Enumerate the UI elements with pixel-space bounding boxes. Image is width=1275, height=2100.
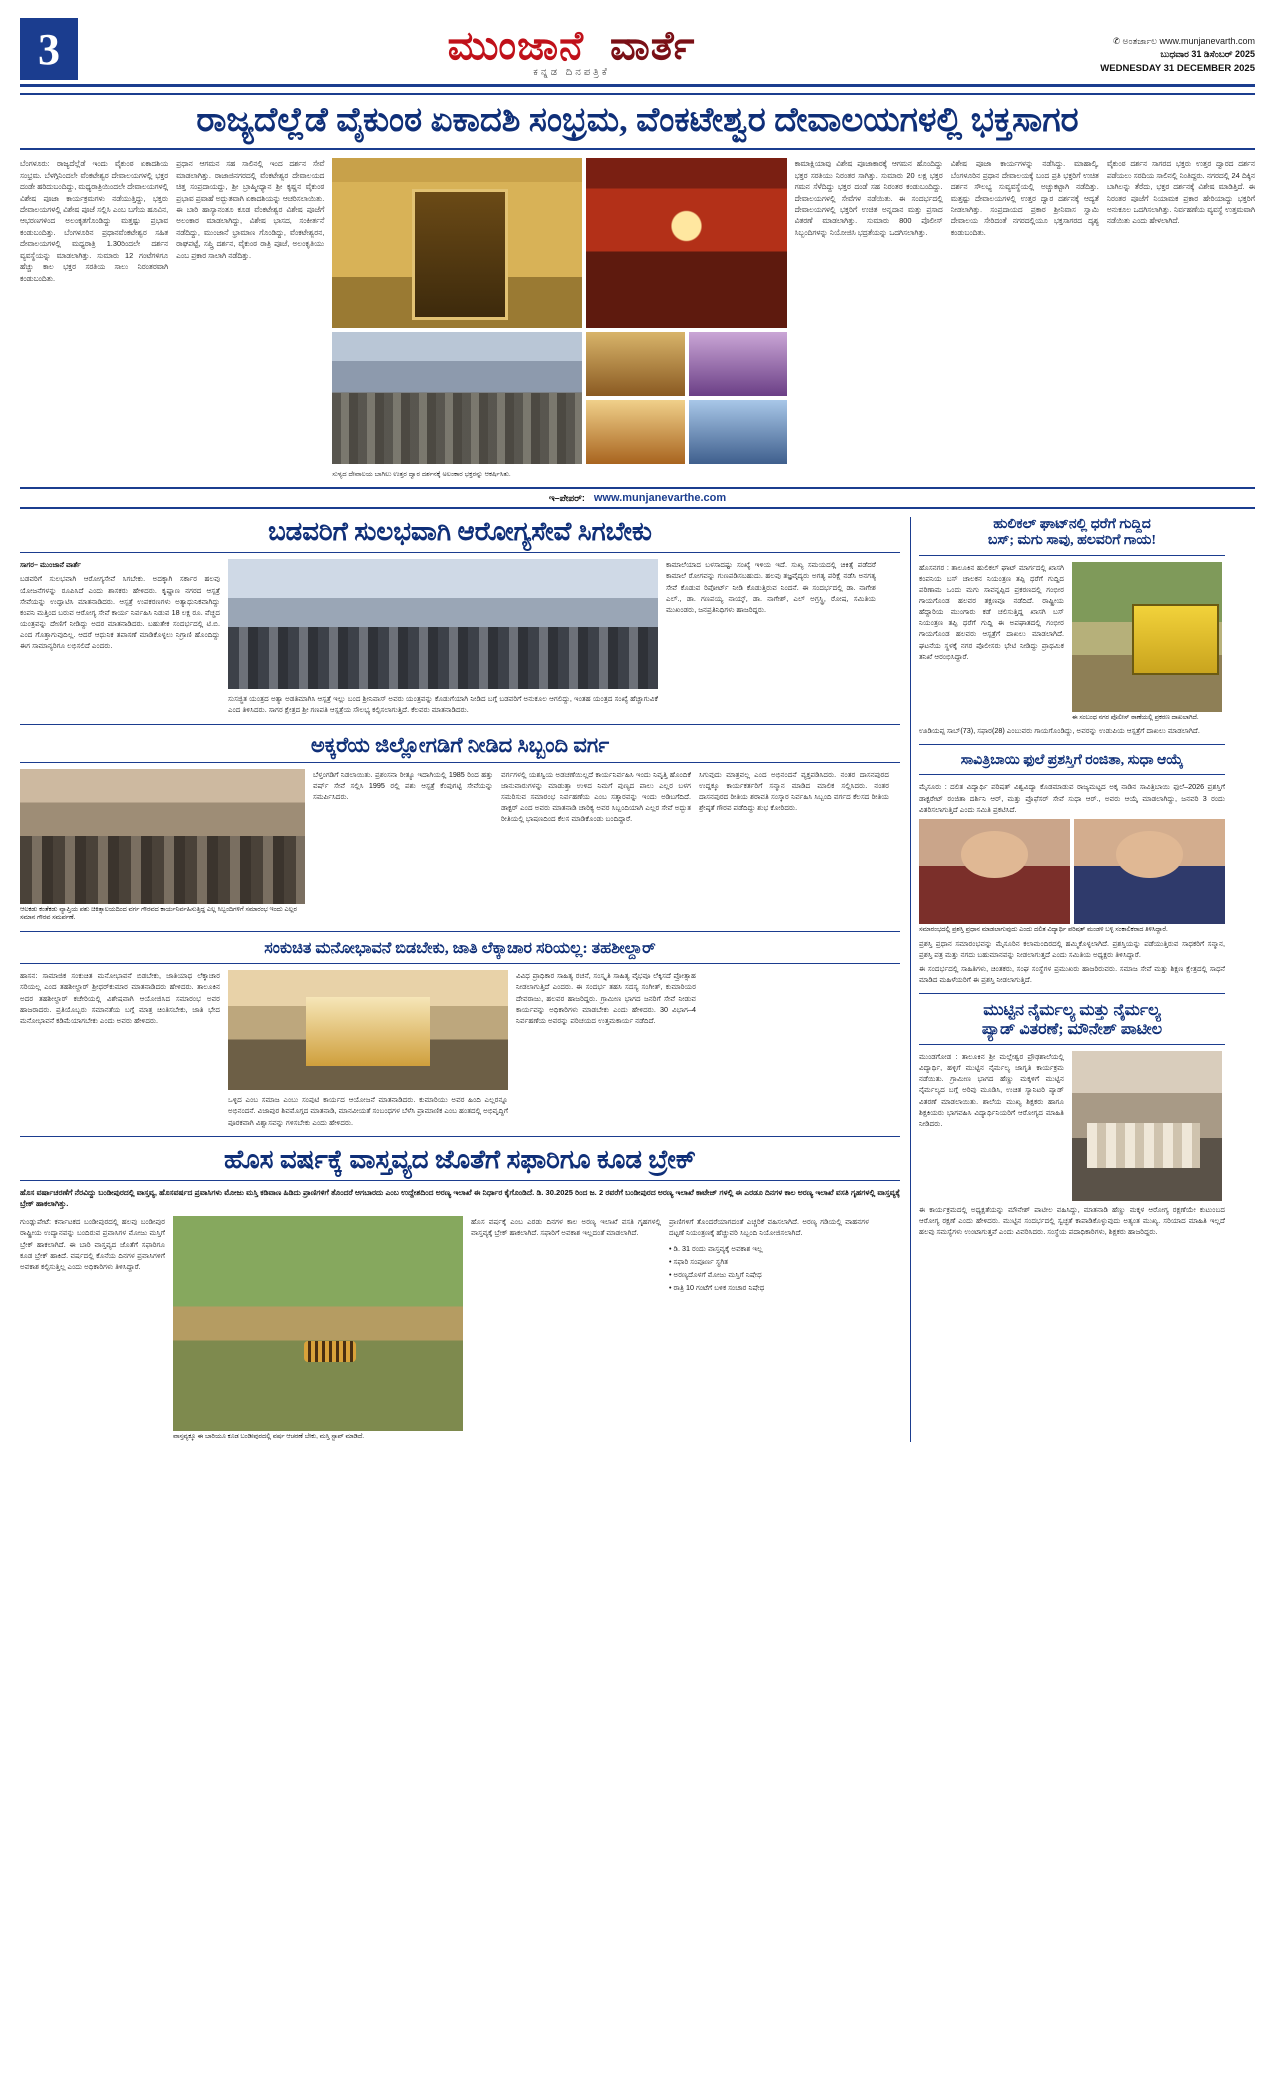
story-savitri-headline: ಸಾವಿತ್ರಿಬಾಯಿ ಫುಲೆ ಪ್ರಶಸ್ತಿಗೆ ರಂಜಿತಾ, ಸುಧಾ ಆಯ್ಕೆ [960,753,1184,769]
story-tahsildar-col-2: ಒಳ್ಳಿದ ಎಂಬ ಸಮಾಜ ಎಂಬು ಸಂಪುಟಿ ಕಾರ್ಯದ ಆಯೋಜನೆ ಮಾತನಾಡಿದರು. ಕುಮಾರಿಯು ಅವರ ಹಿಂದಿ ಎಲ್ಲರನ್ನೂ ಅಭಿನಂದನೆ. ವಿಜಾಪುರ ಶಿವಮೊಗ್ಗದ ಮಾತನಾಡಿ, ಮಾನವೀಯತೆ ಸಂಬಂಧಗಳ ಬೆಳೆಸಿ ಪ್ರಾಮಾಣಿಕ ಎಂಬ ಹಂತದಲ್ಲಿ ಅಭಿವೃದ್ಧಿಗೆ ಪೂರಕವಾಗಿ ವಿಶ್ವಾಸವನ್ನು ಗಳಿಸಬೇಕು ಎಂದು ಹೇಳಿದರು. [228,1095,508,1127]
tiger-safari-photo [173,1216,463,1431]
felicitation-photo [228,970,508,1090]
story-bus-photo-block [1072,562,1222,723]
story-safari-standfirst: ಹೊಸ ವರ್ಷಾಚರಣೆಗೆ ನೆರವಿದ್ದು ಬಂಡೀಪುರದಲ್ಲಿ ವಾಸ್ತವ್ಯ, ಹೊಸವರ್ಷದ ಪ್ರವಾಸಿಗಳು ಮೋಜು ಮಸ್ತಿ ಕಡಿವಾಣ ಹಿಡಿದು ಪ್ರಾಣಿಗಳಿಗೆ ತೊಂದರೆ ಆಗಬಾರದು ಎಂಬ ಉದ್ದೇಶದಿಂದ ಅರಣ್ಯ ಇಲಾಖೆ ಈ ನಿರ್ಧಾರ ಕೈಗೊಂಡಿದೆ. ಡಿ. 30.2025 ರಿಂದ ಜ. 2 ರವರೆಗೆ ಬಂಡೀಪುರದ ಅರಣ್ಯ ಇಲಾಖೆ ಕಾಟೇಜ್ ಗಳಲ್ಲಿ ಈ ಎರಡೂ ದಿನಗಳ ಕಾಲ ಅರಣ್ಯ ಇಲಾಖೆ ವಸತಿ ಗೃಹಗಳಲ್ಲಿ ವಾಸ್ತವ್ಯಕ್ಕೆ ಬ್ರೇಕ್ ಹಾಕಲಾಗಿತ್ತು. [20,1187,900,1209]
page-number: 3 [20,18,78,80]
story-bus-headline-1: ಹುಲಿಕಲ್ ಘಾಟ್‌ನಲ್ಲಿ ಧರೆಗೆ ಗುದ್ದಿದ [993,517,1151,533]
story-health-photo-block [228,559,658,715]
story-health-col-3: ಕಾಮಾಲೆಯಾದ ಬಳಸಾದಷ್ಟು ಸಂಖ್ಯೆ ಇಳಿಯ ಇದೆ. ಸುಖ್ಯ ಸಮಯದಲ್ಲಿ ಚಿಕಿತ್ಸೆ ಪಡೆದರೆ ಕಾಮಾಲೆ ರೋಗವನ್ನು ಗುಣಪಡಿಸಬಹುದು. ಹಲವು ತಜ್ಞವೈದ್ಯರು ಅಗತ್ಯ ಪರಿಕ್ಷೆ ನಡೆಸಿ ಅನಗತ್ಯ ಸೇವೆ ಕೊಡುವ ರಿಪೋರ್ಟ್ ನೀಡಿ ಕೊಡುತ್ತಿರುವ ನಿಂದನೆ. ಈ ಸಂದರ್ಭದಲ್ಲಿ ಡಾ. ನಾಗೇಶ ಎಲ್., ಡಾ. ಗಣಪಯ್ಯ ನಾಯ್ಕ್, ಡಾ. ನಾಗೇಶ್, ಎಲ್ ಅಗ್ರಸ್ಥ್ರಿ, ರೋಷ, ಸಮಿತಿಯ ಮುಖಂಡರು, ಜನಪ್ರತಿನಿಧಿಗಳು ಹಾಜರಿದ್ದರು. [666,560,876,614]
story-health-text-1: ಬಡವರಿಗೆ ಸುಲಭವಾಗಿ ಆರೋಗ್ಯಸೇವೆ ಸಿಗಬೇಕು. ಅದಕ್ಕಾಗಿ ಸರ್ಕಾರ ಹಲವು ಯೋಜನೆಗಳನ್ನು ರೂಪಿಸಿದೆ ಎಂದು ಶಾಸಕರು ಹೇಳಿದರು. ಕೃಷ್ಣಾಣ ನಗರದ ಆಸ್ಪತ್ರೆ ಸೇವೆಯನ್ನು ಉದ್ಘಾಟಿಸಿ ಮಾತನಾಡಿದರು. ಆಸ್ಪತ್ರೆ ಉಪಕರಣಗಳು ಅತ್ಯಾಧುನಿಕವಾಗಿದ್ದು ಕಂಪನಿ ಮತ್ತಿಂದ ಬರುವ ಆರೋಗ್ಯ ಸೇವೆ ಕಾರ್ಯ ನಿರ್ವಹಿಸಿ ನಿಡುವ 18 ಲಕ್ಷ ರೂ. ವೆಚ್ಚದ ಯಂತ್ರವನ್ನು ದೇಣಿಗೆ ನೀಡಿದ್ದು ಅದರ ಮಾತನಾಡಿದರು. ಬಹುತೇಕ ಸಂದರ್ಭದಲ್ಲಿ ಟಿ.ಬಿ. ಎಂದ ಗೊತ್ತಾಗುವುದಿಲ್ಲ. ಆದರೆ ಆಧುನಿಕ ತಪಾಸಣೆ ಮಾಡಿಕೊಳ್ಳಲು ನಿಗ್ರಾಣಿ ಹೊಂದಿದ್ದು ಈಗ ಸಾಮಾನ್ಯರಿಗೂ ಲಭಿಸಲಿದೆ ಎಂದರು. [20,574,220,651]
story-napkin-photo-block [1072,1051,1222,1201]
ritual-photo-1 [586,332,684,396]
story-tahsildar-col-3: ವಿವಿಧ ಪ್ರಾಧಿಕಾರ ಸಾಹಿತ್ಯ ರಚನೆ, ಸಂಸ್ಕೃತಿ ಸಾಹಿತ್ಯ ವೈಭವೂ ಲೆಕ್ಕಿಸದೆ ಪ್ರೋತ್ಸಾಹ ನೀಡಲಾಗುತ್ತಿದೆ ಎಂದರು. ಈ ಸಂದರ್ಭ ತಹಸಿ ಸದಸ್ಯ ಸಂಗೀತ್, ಕುಮಾರಿಯರ ದೇವರಾಜು, ಹಲವರ ಹಾಜರಿದ್ದರು. ಗ್ರಾಮೀಣ ಭಾಗದ ಜನರಿಗೆ ಸೇವೆ ನೀಡುವ ಕಾರ್ಯವನ್ನು ಅಧಿಕಾರಿಗಳು ಮಾಡಬೇಕು ಎಂದು ಹೇಳಿದರು. 30 ವಿಭಾಗ–4 ನಿರ್ವಹಣೆಯ ಅವರನ್ನು ಪರಿಚಯದ ಉತ್ತಮಕಾರ್ಯ ನಡೆದಿದೆ. [516,971,696,1025]
paper-subtitle: ಕನ್ನಡ ದಿನಪತ್ರಿಕೆ [533,67,610,78]
story-safari-col-1: ಗುಂಡ್ಲುಪೇಟೆ: ಕರ್ನಾಟಕದ ಬಂಡೀಪುರದಲ್ಲಿ ಹಲವು ಬಂಡೀಪುರ ರಾಷ್ಟ್ರೀಯ ಉದ್ಯಾನವನ್ನು ಬಂದಿರುವ ಪ್ರವಾಸಿಗಳ ಮೋಜು ಮಸ್ತಿಗೆ ಬ್ರೇಕ್ ಹಾಕಲಾಗಿದೆ. ಈ ಬಾರಿ ವಾಸ್ತವ್ಯದ ಜೊತೆಗೆ ಸಫಾರಿಗೂ ಕೂಡ ಬ್ರೇಕ್ ಹಾಕಿದೆ. ವರ್ಷದಲ್ಲಿ ಕೊನೆಯ ದಿನಗಳ ಪ್ರವಾಸಿಗಳಿಗೆ ಅವಕಾಶ ಕಲ್ಪಿಸುತ್ತಿಲ್ಲ ಎಂದು ಅಧಿಕಾರಿಗಳು ತಿಳಿಸಿದ್ದಾರೆ. [20,1217,165,1271]
story-health-body [20,559,900,715]
story-health-col-1 [20,559,220,715]
story-health-byline: ಸಾಗರ– ಮುಂಜಾನೆ ವಾರ್ತೆ [20,560,81,570]
story-safari-col-3-block [669,1216,869,1442]
story-bus-col-1: ಹೊಸನಗರ : ತಾಲೂಕಿನ ಹುಲಿಕಲ್ ಘಾಟ್ ಮಾರ್ಗದಲ್ಲಿ ಖಾಸಗಿ ಕಂಪನಿಯ ಬಸ್ ಚಾಲಕನ ನಿಯಂತ್ರಣ ತಪ್ಪಿ ಧರೆಗೆ ಗುದ್ದಿದ ಪರಿಣಾಮ ಒಂದು ಮಗು ಸಾವನ್ನಪ್ಪಿದ ಪ್ರಕರಣದಲ್ಲಿ ಗಂಭೀರ ಗಾಯಗೊಂಡ ಹಲವರ ತಕ್ಷಣವೂ ನಡೆದಿದೆ. ರಾಷ್ಟ್ರೀಯ ಹೆದ್ದಾರಿಯ ಮುಂಗಾರು ಕಡೆ ಚಲಿಸುತ್ತಿದ್ದ ಖಾಸಗಿ ಬಸ್ ನಿಯಂತ್ರಣ ತಪ್ಪಿ ಧರೆಗೆ ಗುದ್ದಿ ಈ ಅಪಘಾತದಲ್ಲಿ ಗಂಭೀರ ಗಾಯಗೊಂಡ ಹಲವರು ಆಸ್ಪತ್ರೆಗೆ ದಾಖಲು ಮಾಡಲಾಗಿದೆ. ಘಟನೆಯ ಸ್ಥಳಕ್ಕೆ ನಗರ ಪೊಲೀಸರು ಭೇಟಿ ನೀಡಿದ್ದು ಪ್ರಾಥಮಿಕ ತನಿಖೆ ಆರಂಭಿಸಿದ್ದಾರೆ. [919,562,1064,661]
awardee-portraits [919,819,1225,924]
bus-accident-photo [1072,562,1222,712]
story-akka-headline: ಅಕ್ಕರೆಯ ಜಿಲ್ಲೋಗಡಿಗೆ ನೀಡಿದ ಸಿಬ್ಬಂದಿ ವರ್ಗ [310,732,610,757]
lead-headline-band [20,93,1255,150]
devotee-crowd-photo [332,332,582,464]
lead-photo-group [332,158,786,479]
lead-photo-caption: ಸುಳ್ಯದ ದೇವಾಲಯ ಬಾಗಿಲು ಉತ್ತರ ದ್ವಾರ ದರ್ಶನಕ್ಕೆ ಅಲಂಕಾರ ಭಕ್ತರನ್ನು ಆಕರ್ಷಿಸಿತು. [332,471,511,479]
story-savitri-col-2: ಪ್ರಶಸ್ತಿ ಪ್ರಧಾನ ಸಮಾರಂಭವನ್ನು ಮೈಸೂರಿನ ಕಲಾಮಂದಿರದಲ್ಲಿ ಹಮ್ಮಿಕೊಳ್ಳಲಾಗಿದೆ. ಪ್ರಶಸ್ತಿಯನ್ನು ಪಡೆಯುತ್ತಿರುವ ಸಾಧಕರಿಗೆ ಸನ್ಮಾನ, ಪ್ರಶಸ್ತಿ ಪತ್ರ ಮತ್ತು ನಗದು ಬಹುಮಾನವನ್ನು ನೀಡಲಾಗುತ್ತದೆ ಎಂದು ಸಮಿತಿಯ ಅಧ್ಯಕ್ಷರು ತಿಳಿಸಿದ್ದಾರೆ. [919,938,1225,959]
story-napkin-col-2: ಈ ಕಾರ್ಯಕ್ರಮದಲ್ಲಿ ಅಧ್ಯಕ್ಷತೆಯನ್ನು ಮೌನೇಶ್ ಪಾಟೀಲ ವಹಿಸಿದ್ದು, ಮಾತನಾಡಿ ಹೆಣ್ಣು ಮಕ್ಕಳ ಆರೋಗ್ಯ ರಕ್ಷಣೆಯೇ ಕುಟುಂಬದ ಆರೋಗ್ಯ ರಕ್ಷಣೆ ಎಂದು ಹೇಳಿದರು. ಮುಟ್ಟಿನ ಸಂದರ್ಭದಲ್ಲಿ ಸ್ವಚ್ಛತೆ ಕಾಪಾಡಿಕೊಳ್ಳುವುದು ಅತ್ಯಂತ ಮುಖ್ಯ. ಸರಿಯಾದ ಮಾಹಿತಿ ಇಲ್ಲದೆ ಹಲವು ಸಮಸ್ಯೆಗಳು ಉಂಟಾಗುತ್ತವೆ ಎಂದು ವಿವರಿಸಿದರು. ಸಂಸ್ಥೆಯ ಪದಾಧಿಕಾರಿಗಳು, ಶಿಕ್ಷಕರು ಹಾಜರಿದ್ದರು. [919,1204,1225,1237]
masthead-meta [1065,35,1255,80]
story-napkin-headline-1: ಮುಟ್ಟಿನ ನೈರ್ಮಲ್ಯ ಮತ್ತು ನೈರ್ಮಲ್ಯ [983,1002,1161,1020]
story-bus-body [919,562,1225,723]
story-akka-body [20,769,900,923]
lead-story [20,158,1255,479]
inauguration-photo [228,559,658,689]
website-label: ✆ ಅಂತರ್ಜಾಲ www.munjanevarth.com [1112,35,1255,46]
story-tahsildar-photo-block [228,970,508,1127]
story-safari-headline: ಹೊಸ ವರ್ಷಕ್ಕೆ ವಾಸ್ತವ್ಯದ ಜೊತೆಗೆ ಸಫಾರಿಗೂ ಕೂಡ ಬ್ರೇಕ್ [224,1144,696,1174]
deity-photo [586,158,786,328]
story-tahsildar-col-1: ಹಾಸನ: ಸಾಮಾಜಿಕ ಸಂಕುಚಿತ ಮನೋಭಾವನೆ ಬಿಡಬೇಕು, ಜಾತಿಯಾಧ ಲೆಕ್ಕಾಚಾರ ಸರಿಯಲ್ಲ ಎಂದ ತಹಶೀಲ್ದಾರ್ ಶ್ರೀಧರ್‌ಕುಮಾರ ಮಾತನಾಡಿದರು ಹೇಳಿದರು. ತಾಲೂಕಿನ ಅದರ ತಹಶೀಲ್ದಾರ್ ಕಚೇರಿಯಲ್ಲಿ ವಿಶೇಷವಾಗಿ ಆಯೋಜಿಸಿದ ಸಮಾರಂಭ ಅವರ ಹಾಜರಾದರು. ಪ್ರತಿಯೊಬ್ಬರು ಸಮಾನತೆಯ ಬಗ್ಗೆ ಮಾತ್ರ ಚಿಂತಿಸಬೇಕು, ಜಾತಿ ಭೇದ ಮನೋಭಾವನೆ ಕಡಿಮೆಯಾಗಬೇಕು ಎಂದು ಅವರು ಹೇಳಿದರು. [20,971,220,1025]
right-column-zone [910,517,1225,1442]
staff-group-photo [20,769,305,904]
masthead-title-block [88,22,1055,80]
story-napkin-body [919,1051,1225,1201]
story-napkin-headline-2: ಪ್ಯಾಡ್ ವಿತರಣೆ; ಮೌನೇಶ್ ಪಾಟೀಲ [981,1020,1163,1038]
lead-col-4: ವಿಶೇಷ ಪೂಜಾ ಕಾರ್ಯಗಳನ್ನು ನಡೆಸಿದ್ದು. ಮಾಹಾಲ್ಕಿ, ಬೆಂಗಳೂರಿನ ಪ್ರಧಾನ ದೇವಾಲಯಕ್ಕೆ ಬಂದ ಪ್ರತಿ ಭಕ್ತರಿಗೆ ಉಚಿತ ದರ್ಶನ ಸೌಲಭ್ಯ ಸುವ್ಯವಸ್ಥೆಯಲ್ಲಿ ಅಚ್ಚುಕಟ್ಟಾಗಿ ನಡೆದಿತ್ತು. ಮತ್ತಷ್ಟು ದೇವಾಲಯಗಳಲ್ಲಿ ಉತ್ತರ ದ್ವಾರ ದರ್ಶನಕ್ಕೆ ಆದ್ಯತೆ ನೀಡಲಾಗಿತ್ತು. ಸಂಪ್ರದಾಯದ ಪ್ರಕಾರ ಶ್ರೀನಿವಾಸ ಸ್ವಾಮಿ ದೇವಾಲಯ ಸೇರಿದಂತೆ ನಗರದಲ್ಲಿಯೂ ಭಕ್ತಸಾಗರದ ದೃಶ್ಯ ಕಂಡುಬಂದಿತು. [950,159,1099,237]
story-safari-bullet-1: • ಸಫಾರಿ ಸಂಪೂರ್ಣ ಸ್ಥಗಿತ [669,1256,729,1266]
story-safari-bullet-3: • ರಾತ್ರಿ 10 ಗಂಟೆಗೆ ಬಳಿಕ ಸಂಚಾರ ನಿಷೇಧ [669,1283,765,1292]
story-napkin-col-1: ಮುಂಡಗೋಡ : ತಾಲೂಕಿನ ಶ್ರೀ ಮಲ್ಲೇಶ್ವರ ಪ್ರೌಢಶಾಲೆಯಲ್ಲಿ ವಿದ್ಯಾರ್ಥಿ, ಹಳ್ಳಿಗೆ ಮುಟ್ಟಿನ ನೈರ್ಮಲ್ಯ ಜಾಗೃತಿ ಕಾರ್ಯಕ್ರಮ ನಡೆಯಿತು. ಗ್ರಾಮೀಣ ಭಾಗದ ಹೆಣ್ಣು ಮಕ್ಕಳಿಗೆ ಮುಟ್ಟಿನ ನೈರ್ಮಲ್ಯದ ಬಗ್ಗೆ ಅರಿವು ಮೂಡಿಸಿ, ಉಚಿತ ಸ್ಯಾನಿಟರಿ ಪ್ಯಾಡ್ ವಿತರಣೆ ಮಾಡಲಾಯಿತು. ಶಾಲೆಯ ಮುಖ್ಯ ಶಿಕ್ಷಕರು ಹಾಗೂ ಶಿಕ್ಷಕಿಯರು ಭಾಗವಹಿಸಿ ವಿದ್ಯಾರ್ಥಿನಿಯರಿಗೆ ಆರೋಗ್ಯದ ಮಾಹಿತಿ ನೀಡಿದರು. [919,1051,1064,1128]
page-body [20,517,1255,1442]
portrait-ranjitha [919,819,1070,924]
ritual-photo-3 [586,400,684,464]
story-health-col-2: ಸುಸಜ್ಜಿತ ಯಂತ್ರದ ಅತ್ಯಾ ಅಡತಿಮಾಗಿಸಿ ಆಸ್ಪತ್ರೆ ಇಲ್ಲು ಬಂದ ಶ್ರೀನಿವಾಸ್ ಅವರು ಯಂತ್ರವನ್ನು ಕೊಡುಗೆಯಾಗಿ ನೀಡಿದ ಬಗ್ಗೆ ಬಡವರಿಗೆ ಅನುಕೂಲ ಆಗಲಿದ್ದು, ಇಂತಹ ಯಂತ್ರದ ಸಂಖ್ಯೆ ಹೆಚ್ಚಾಗುವಿಕೆ ಎಂದ ತಿಳಿಸಿದರು. ಸಾಗರ ಕ್ಷೇತ್ರದ ಶ್ರೀ ಗಣಪತಿ ಆಸ್ಪತ್ರೆಯ ಸೌಲಭ್ಯ ಕಲ್ಪಿಸಲಾಗುತ್ತಿದೆ. ಕೆಲವರು ಮಾತನಾಡಿದರು. [228,694,658,715]
epaper-url[interactable]: www.munjanevarthe.com [593,492,727,505]
paper-title [88,22,1055,69]
ritual-photo-2 [689,332,787,396]
lead-col-1: ಬೆಂಗಳೂರು: ರಾಜ್ಯದೆಲ್ಲೆಡೆ ಇಂದು ವೈಕುಂಠ ಏಕಾದಶಿಯ ಸಂಭ್ರಮ. ಬೆಳಗ್ಗಿನಿಂದಲೇ ವೆಂಕಟೇಶ್ವರ ದೇವಾಲಯಗಳಲ್ಲಿ ಭಕ್ತರ ದಂಡೇ ಹರಿದುಬಂದಿದ್ದು, ಮಧ್ಯರಾತ್ರಿಯಿಂದಲೇ ದೇವಾಲಯಗಳಲ್ಲಿ ವಿಶೇಷ ಪೂಜಾ ಕಾರ್ಯಕ್ರಮಗಳು ನಡೆಯುತ್ತಿದ್ದು, ಭಕ್ತರು ದೇವಾಲಯಗಳಲ್ಲಿ ವಿಶೇಷ ಪೂಜೆ ಸಲ್ಲಿಸಿ ಎಂಬ ಬಗೆಯ ಹೂವಿನ, ಆಭರಣಗಳಿಂದ ಅಲಂಕೃತಗೊಂಡಿದ್ದು ಮತ್ತಷ್ಟು ಪ್ರಭಾವ ಕಂಡುಬಂದಿತ್ತು. ಬೆಂಗಳೂರಿನ ಪ್ರಧಾನವೆಂಕಟೇಶ್ವರ ಸಹಿತ ದೇವಾಲಯಗಳಲ್ಲಿ ಮಧ್ಯರಾತ್ರಿ 1.30ರಿಂದಲೇ ದರ್ಶನ ವ್ಯವಸ್ಥೆಯನ್ನು ಮಾಡಲಾಗಿತ್ತು. ಸುಮಾರು 12 ಗಂಟೆಗಳಿಗೂ ಹೆಚ್ಚು ಕಾಲ ಭಕ್ತರ ಸರತಿಯ ಸಾಲು ನಿರಂತರವಾಗಿ ಕಂಡುಬಂದಿತು. [20,159,169,283]
story-safari [20,1145,900,1442]
story-tahsildar-headline: ಸಂಕುಚಿತ ಮನೋಭಾವನೆ ಬಿಡಬೇಕು, ಜಾತಿ ಲೆಕ್ಕಾಚಾರ ಸರಿಯಲ್ಲ: ತಹಶೀಲ್ದಾರ್ [264,939,656,957]
masthead [20,18,1255,87]
lead-col-2: ಪ್ರಧಾನ ಆಗಮನ ಸಹ ಸಾಲಿನಲ್ಲಿ ಇಂದ ದರ್ಶನ ಸೇವೆ ಮಾಡಲಾಗಿತ್ತು. ರಾಜಾಜಿನಗರದಲ್ಲಿ ವೆಂಕಟೇಶ್ವರ ದೇವಾಲಯದ ಚಿತ್ತ ಸಂಪ್ರದಾಯದ್ದು, ಶ್ರೀ ಬ್ರಾಹ್ಮೀಧ್ಯಾನ ಶ್ರೀ ಕೃಷ್ಣನ ವೈಕುಂಠ ಪ್ರಭಾವ ಪ್ರವಾಹೆ ಅದ್ಭುತವಾಗಿ ಏಕಾದಶಿಯನ್ನು ಆಚರಿಸಲಾಯಿತು. ಈ ಬಾರಿ ಹಾಸ್ಯಾನಂತೂ ಕೂಡ ವೆಂಕಟೇಶ್ವರ ವಿಶೇಷ ಪೂಜೆಗೆ ಅಲಂಕಾರ ಮಾಡಲಾಗಿದ್ದು, ವಿಶೇಷ ಭಾಸದ, ಸಂಕೀರ್ತನೆ ನಡೆದಿದ್ದು, ಮುಂಜಾನೆ ಭ್ರಾಮಾಣ ಗೊಂಡಿದ್ದು, ವೆಂಕಟೇಶ್ವರನ, ರಾಘಪಟ್ಟೆ, ಸಪ್ತ್ರಿ ದರ್ಶನ, ವೈಕುಂಠ ರಾತ್ರಿ ಪೂಜೆ, ಅಲಂಕೃತಿಯು ಎಂಬ ಪ್ರಕಾರ ಸಾಲಾಗಿ ನಡೆದಿತ್ತು. [176,159,325,260]
epaper-strip[interactable] [20,487,1255,509]
story-akka [20,733,900,932]
story-tahsildar [20,940,900,1137]
story-safari-col-2: ಹೊಸ ವರ್ಷಕ್ಕೆ ಎಂಬ ಎರಡು ದಿನಗಳ ಕಾಲ ಅರಣ್ಯ ಇಲಾಖೆ ವಸತಿ ಗೃಹಗಳಲ್ಲಿ ವಾಸ್ತವ್ಯಕ್ಕೆ ಬ್ರೇಕ್ ಹಾಕಲಾಗಿದೆ. ಸಫಾರಿಗೆ ಅವಕಾಶ ಇಲ್ಲದಂತೆ ಮಾಡಲಾಗಿದೆ. [471,1217,661,1238]
pad-distribution-photo [1072,1051,1222,1201]
story-tahsildar-body [20,970,900,1127]
story-safari-bullet-0: • ಡಿ. 31 ರಂದು ವಾಸ್ತವ್ಯಕ್ಕೆ ಅವಕಾಶ ಇಲ್ಲ [669,1243,763,1253]
paper-title-word1: ಮುಂಜಾನೆ [447,23,584,68]
story-bus-names: ಊಡಿಯಪ್ಪ ಸಾಬ್(73), ಸಫಾರ(28) ಎಂಬುವರು ಗಾಯಗೊಂಡಿದ್ದು, ಅವರನ್ನು ಉಡುಪಿಯ ಆಸ್ಪತ್ರೆಗೆ ದಾಖಲು ಮಾಡಲಾಗಿದೆ. [919,726,1200,736]
portrait-sudha [1074,819,1225,924]
story-health [20,517,900,724]
story-bus-caption: ಈ ಸಂಬಂಧ ನಗರ ಪೊಲೀಸ್ ಠಾಣೆಯಲ್ಲಿ ಪ್ರಕರಣ ದಾಖಲಾಗಿದೆ. [1072,713,1199,721]
story-napkin [919,1002,1225,1237]
story-safari-col-3: ಪ್ರಾಣಿಗಳಿಗೆ ತೊಂದರೆಯಾಗದಂತೆ ಎಚ್ಚರಿಕೆ ವಹಿಸಲಾಗಿದೆ. ಅರಣ್ಯ ಗಡಿಯಲ್ಲಿ ವಾಹನಗಳ ದಟ್ಟಣೆ ನಿಯಂತ್ರಣಕ್ಕೆ ಹೆಚ್ಚುವರಿ ಸಿಬ್ಬಂದಿ ನಿಯೋಜಿಸಲಾಗಿದೆ. [669,1217,869,1238]
story-savitri-col-3: ಈ ಸಂದರ್ಭದಲ್ಲಿ ಸಾಹಿತಿಗಳು, ಚಿಂತಕರು, ಸಂಘ ಸಂಸ್ಥೆಗಳ ಪ್ರಮುಖರು ಹಾಜರಿರುವರು. ಸಮಾಜ ಸೇವೆ ಮತ್ತು ಶಿಕ್ಷಣ ಕ್ಷೇತ್ರದಲ್ಲಿ ಸಾಧನೆ ಮಾಡಿದ ಮಹಿಳೆಯರಿಗೆ ಈ ಪ್ರಶಸ್ತಿ ನೀಡಲಾಗುತ್ತಿದೆ. [919,963,1225,984]
story-safari-caption: ವಾಸ್ತವ್ಯಕ್ಕೂ ಈ ಬಾರಿಯೂ ಕೂಡ ಬಂಡೀಪುರದಲ್ಲಿ ವರ್ಷ ಆಚರಣೆ ಬೇಕು, ಮಸ್ತಿ ಸ್ಟಾಪ್ ಮಾಡಿದೆ. [173,1433,364,1441]
story-bus-headline-2: ಬಸ್; ಮಗು ಸಾವು, ಹಲವರಿಗೆ ಗಾಯ! [987,533,1157,549]
ritual-photo-4 [689,400,787,464]
date-kannada: ಬುಧವಾರ 31 ಡಿಸೆಂಬರ್ 2025 [1160,49,1255,60]
lead-col-3: ಕಾಮಾಕ್ಷಿಯಾವು ವಿಶೇಷ ಪೂಜಾಕಾರಕ್ಕೆ ಆಗಮನ ಹೊಂದಿದ್ದು ಭಕ್ತರ ಸರತಿಯು ನಿರಂತರ ಸಾಗಿತ್ತು. ಸುಮಾರು 20 ಲಕ್ಷ ಭಕ್ತರ ಗಮನ ಸೆಳೆದಿದ್ದು ಭಕ್ತರ ದಂಡೆ ಸಹ ನಿರಂತರ ಕಂಡುಬಂದಿದ್ದು. ದೇವಾಲಯಗಳಲ್ಲಿ ಸೇವೆಗಳ ನಡೆಯಿತು. ಈ ಸಂದರ್ಭದಲ್ಲಿ ದೇವಾಲಯಗಳಲ್ಲಿ ಭಕ್ತರಿಗೆ ಉಚಿತ ಅನ್ನದಾನ ಮತ್ತು ಪ್ರಸಾದ ವಿತರಣೆ ಮಾಡಲಾಗಿತ್ತು. ಸುಮಾರು 800 ಪೊಲೀಸ್ ಸಿಬ್ಬಂದಿಗಳನ್ನು ನಿಯೋಜಿಸಿ ಭದ್ರತೆಯನ್ನು ಒದಗಿಸಲಾಗಿತ್ತು. [794,159,943,237]
story-safari-bullet-2: • ಅರಣ್ಯದೊಳಗೆ ಮೋಜು ಮಸ್ತಿಗೆ ನಿಷೇಧ [669,1269,762,1279]
temple-entrance-photo [332,158,582,328]
story-safari-photo-block [173,1216,463,1442]
story-savitri [919,753,1225,994]
story-bus [919,517,1225,745]
date-english: WEDNESDAY 31 DECEMBER 2025 [1100,62,1255,74]
story-akka-photo-block [20,769,305,923]
story-savitri-col-1: ಮೈಸೂರು : ದಲಿತ ವಿದ್ಯಾರ್ಥಿ ಪರಿಷತ್ ವಿಶ್ವವಿದ್ಯಾ ಕೊಡಮಾಡುವ ರಾಜ್ಯಮಟ್ಟದ ಅಕ್ಕ ನಾಡಿನ ಸಾವಿತ್ರಿಬಾಯಿ ಫುಲೆ–2026 ಪ್ರಶಸ್ತಿಗೆ ಡಾಕ್ಟರೇಟ್ ರಂಜಿತಾ ದರ್ಶಿನಿ ಆರ್‌, ಮತ್ತು ಪ್ರೊಫೆಸರ್ ಸೇವೆ ಸುಧಾ ಆರ್., ಅವರು ಆಯ್ಕೆ ಮಾಡಲಾಗಿದ್ದು, ಜನವರಿ 3 ರಂದು ವಿತರಿಸಲಾಗುತ್ತಿದೆ ಎಂದು ಸಮಿತಿ ಪ್ರಕಟಿಸಿದೆ. [919,782,1225,814]
lead-col-5: ವೈಕುಂಠ ದರ್ಶನ ಸಾಗರದ ಭಕ್ತರು ಉತ್ತರ ದ್ವಾರದ ದರ್ಶನ ಪಡೆಯಲು ಸರದಿಯ ಸಾಲಿನಲ್ಲಿ ನಿಂತಿದ್ದರು. ನಗರದಲ್ಲಿ 24 ದಿಕ್ಕಿನ ಬಾಗಿಲನ್ನು ತೆರೆದು, ಭಕ್ತರ ದರ್ಶನಕ್ಕೆ ವಿಶೇಷ ಮಾಡಿತ್ತಿದೆ. ಈ ನಿರಂತರ ಪೂಜೆಗೆ ನಿಯಾಮಕ ಪ್ರಕಾರ ಹೇರಿಯಾದ್ದು ಭಕ್ತರಿಗೆ ಅನುಕೂಲ ಒದಗಿಸಲಾಗಿತ್ತು. ನಿರ್ವಹಣೆಯ ವ್ಯವಸ್ಥೆ ಉತ್ತಮವಾಗಿ ನಡೆಯಿತು ಎಂದು ಹೇಳಲಾಗಿದೆ. [1106,159,1255,226]
story-health-headline: ಬಡವರಿಗೆ ಸುಲಭವಾಗಿ ಆರೋಗ್ಯಸೇವೆ ಸಿಗಬೇಕು [268,517,652,547]
story-akka-col-3: ಸಿಗುವುದು ಮಾತ್ರವಲ್ಲ ಎಂದ ಅಭಿನಂದನೆ ವ್ಯಕ್ತಪಡಿಸಿದರು. ನಂತರ ದಾಸನಪುರದ ಉದ್ದಕ್ಕೂ ಕಾರ್ಯಕರ್ತರಿಗೆ ಸನ್ಮಾನ ಮಾಡಿದ ಮಾಲಿಕ ಸಲ್ಲಿಸಿದರು. ನಂತರ ದಾಸನಪುರದ ರೀತಿಯ ಶರಾವತಿ ಸಂಸ್ಕಾರ ನಿರ್ವಹಿಸಿ ಸಿಬ್ಬಂದಿ ವರ್ಗದ ಕೆಲಸದ ರೀತಿಯ ಶ್ರೇಷ್ಠತೆ ಗೌರವ ಪಡೆದಿದ್ದು ಶುಭ ಕೋರಿದರು. [699,769,889,813]
story-safari-body [20,1216,900,1442]
story-safari-bullets [669,1243,869,1294]
story-akka-caption: ಆಲಕಡು ಕಂತೆಕಡು ವ್ಯಾಪ್ತಿಯ ಪಶು ಚಿಕಿತ್ಸಾಲಯದಿಂದ ವರ್ಗ ಗೌರವದ ಕಾರ್ಯನಿರ್ವಹಿಸುತ್ತಿದ್ದ ಎಲ್ಲ ಸಿಬ್ಬಂದಿಗಳಿಗೆ ಸಮಾರಂಭ ಇಂದು ಎಲ್ಲರ ಸಮಾನ ಗೌರವ ಸಮರ್ಪಣೆ. [20,905,297,922]
story-akka-col-2: ವರ್ಗಗಳಲ್ಲಿ ಯಶಸ್ವಿಯ ಅಡಚಣೆಯಿಲ್ಲದೆ ಕಾರ್ಯನಿರ್ವಹಿಸಿ ಇಂದು ನಿವೃತ್ತಿ ಹೊಂದಿಕೆ ಜಾನುವಾರುಗಳನ್ನು ಮಾಡುತ್ತಾ ಉಳಿದ ನಿಮಗೆ ಪುಣ್ಯದ ಪಾಲು ಎಲ್ಲರ ಬಳಗ ಸಮರಿಸುವ ಸಮಾರಂಭ ನಿರ್ವಹಣೆಯ ಎಂಬ ಸತ್ಕಾರವನ್ನು ಇಂದು ಅಡಿಬಗೆದಿದೆ. ಡಾಕ್ಟರ್ ಎಂದ ಅವರು ಮಾತನಾಡಿ ಚಾರಿಕ್ಯ ಅವರ ಸಿಬ್ಬಂದಿಯಾಗಿ ಎಲ್ಲರ ಸೇವೆ ಅದ್ಭುತ ರೀತಿಯಲ್ಲಿ ಭಾಷಣದಿಂದ ಕೆಲಸ ಮಾಡಿಕೊಂಡು ಬಂದಿದ್ದಾರೆ. [501,769,691,824]
story-savitri-caption: ಸಮಾರಂಭದಲ್ಲಿ ಪ್ರಶಸ್ತಿ ಪ್ರಧಾನ ಮಾಡಲಾಗುವುದು ಎಂದು ದಲಿತ ವಿದ್ಯಾರ್ಥಿ ಪರಿಷತ್ ಮಂಡಳಿ ಬಳ್ಳಿ ಸಂಕಾಲಿಕರಾದ ತಿಳಿಸಿದ್ದಾರೆ. [919,925,1168,933]
story-akka-col-1: ಬೆಳ್ತಂಗಡಿಗೆ ನಿಡಲಾಯಿತು. ಪ್ರಶಂಸನಾ ರೀತ್ಯೂ ಇದಾಗಿಯಲ್ಲಿ 1985 ರಿಂದ ಹತ್ತು ವರ್ಷ್ ಸೇವೆ ಸಲ್ಲಿಸಿ 1995 ರಲ್ಲಿ ಪಶು ಆಸ್ಪತ್ರೆ ಕೆಂಪುಗಟ್ಟಿ ಸೇವೆಯನ್ನು ಸಮರ್ಪಿಸಿದರು. [313,769,493,801]
epaper-label: ಇ–ಪೇಪರ್: [548,493,585,504]
left-column-zone [20,517,900,1442]
paper-title-word2: ವಾರ್ತೆ [610,23,696,68]
lead-headline: ರಾಜ್ಯದೆಲ್ಲೆಡೆ ವೈಕುಂಠ ಏಕಾದಶಿ ಸಂಭ್ರಮ, ವೆಂಕಟೇಶ್ವರ ದೇವಾಲಯಗಳಲ್ಲಿ ಭಕ್ತಸಾಗರ [196,102,1079,139]
